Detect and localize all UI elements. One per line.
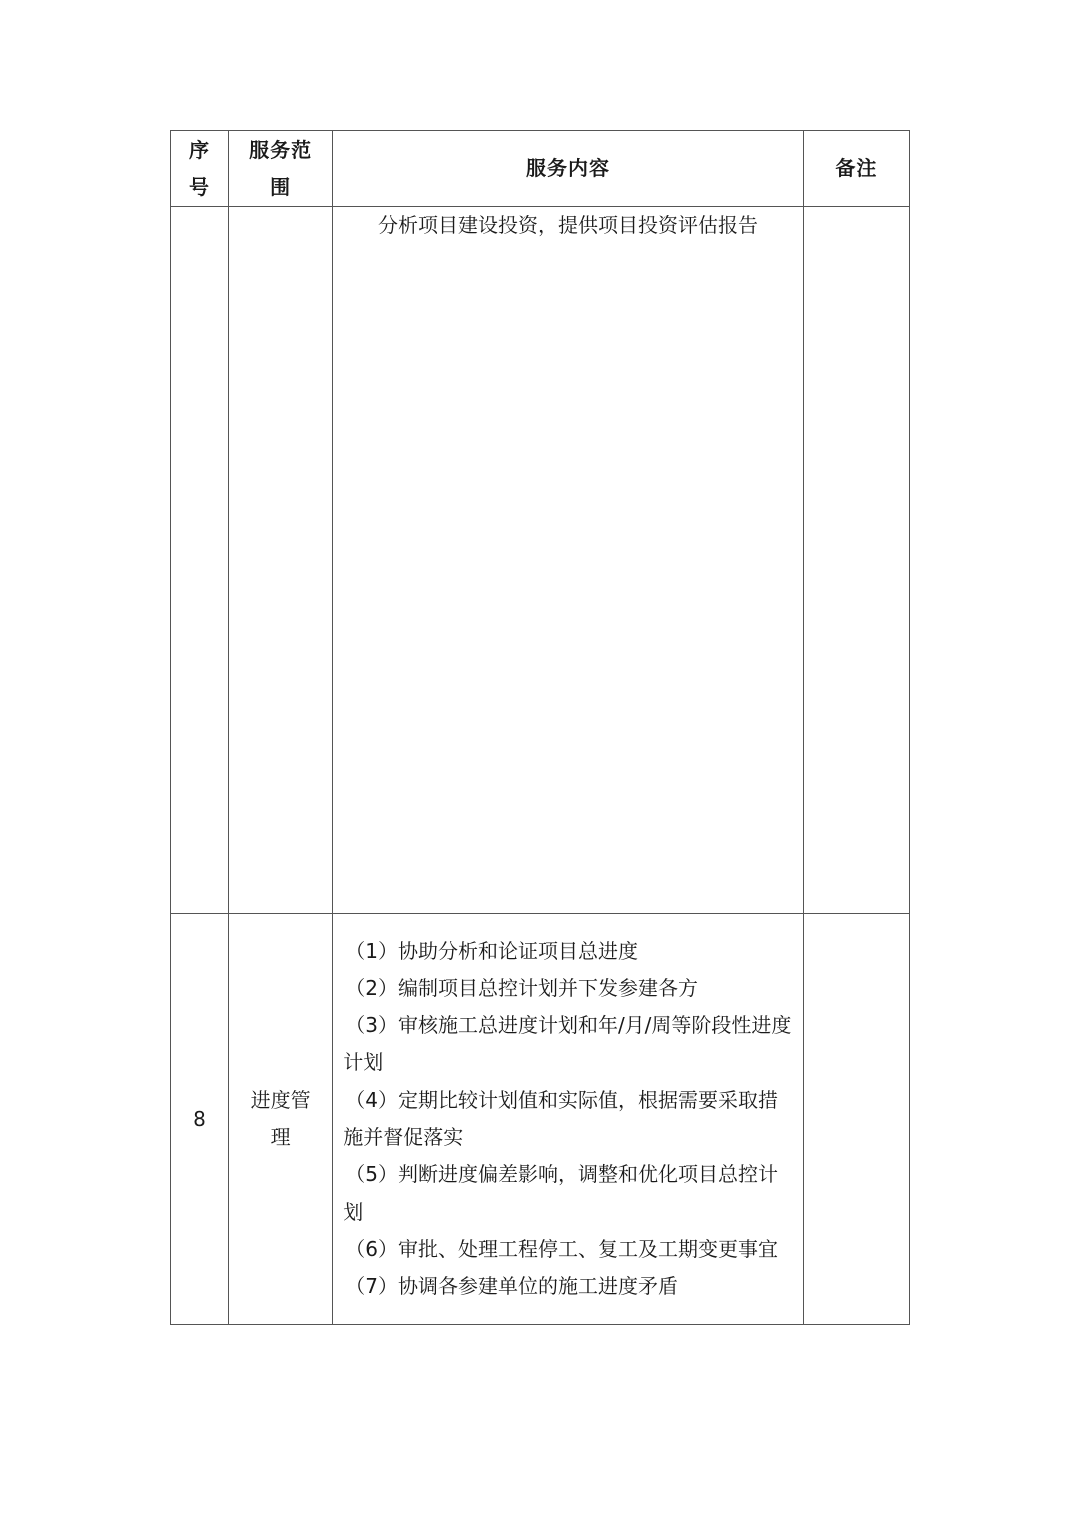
invest-analysis-text: 分析项目建设投资，提供项目投资评估报告 xyxy=(378,213,759,237)
header-seq xyxy=(171,131,229,207)
row-seq-cell: 8 xyxy=(171,914,229,1325)
row-content-cell xyxy=(333,207,804,914)
list-item: （2）编制项目总控计划并下发参建各方 xyxy=(345,975,698,1000)
header-scope xyxy=(229,131,333,207)
table-header-row xyxy=(171,131,910,207)
list-item: （3）审核施工总进度计划和年/月/周等阶段性进度计划 xyxy=(343,1013,792,1075)
row-content-cell xyxy=(333,914,804,1325)
list-item: （7）协调各参建单位的施工进度矛盾 xyxy=(345,1274,678,1299)
header-note-label: 备注 xyxy=(835,156,878,180)
row-seq-cell xyxy=(171,207,229,914)
list-item: （5）判断进度偏差影响，调整和优化项目总控计划 xyxy=(343,1162,778,1224)
list-item: （4）定期比较计划值和实际值，根据需要采取措施并督促落实 xyxy=(343,1087,778,1149)
header-content xyxy=(333,131,804,207)
row-scope-cell xyxy=(229,914,333,1325)
header-scope-label: 服务范围 xyxy=(249,137,313,199)
progress-item-list xyxy=(333,933,803,1306)
row-scope-cell xyxy=(229,207,333,914)
list-item: （1）协助分析和论证项目总进度 xyxy=(345,938,638,963)
scope-label: 进度管理 xyxy=(250,1088,311,1149)
list-item: （6）审批、处理工程停工、复工及工期变更事宜 xyxy=(345,1236,778,1261)
table-row xyxy=(171,914,910,1325)
header-note xyxy=(803,131,909,207)
row-note-cell xyxy=(803,914,909,1325)
header-seq-label: 序号 xyxy=(189,137,211,199)
header-content-label: 服务内容 xyxy=(526,156,611,180)
row-note-cell xyxy=(803,207,909,914)
service-table xyxy=(170,130,910,1325)
table-row xyxy=(171,207,910,914)
